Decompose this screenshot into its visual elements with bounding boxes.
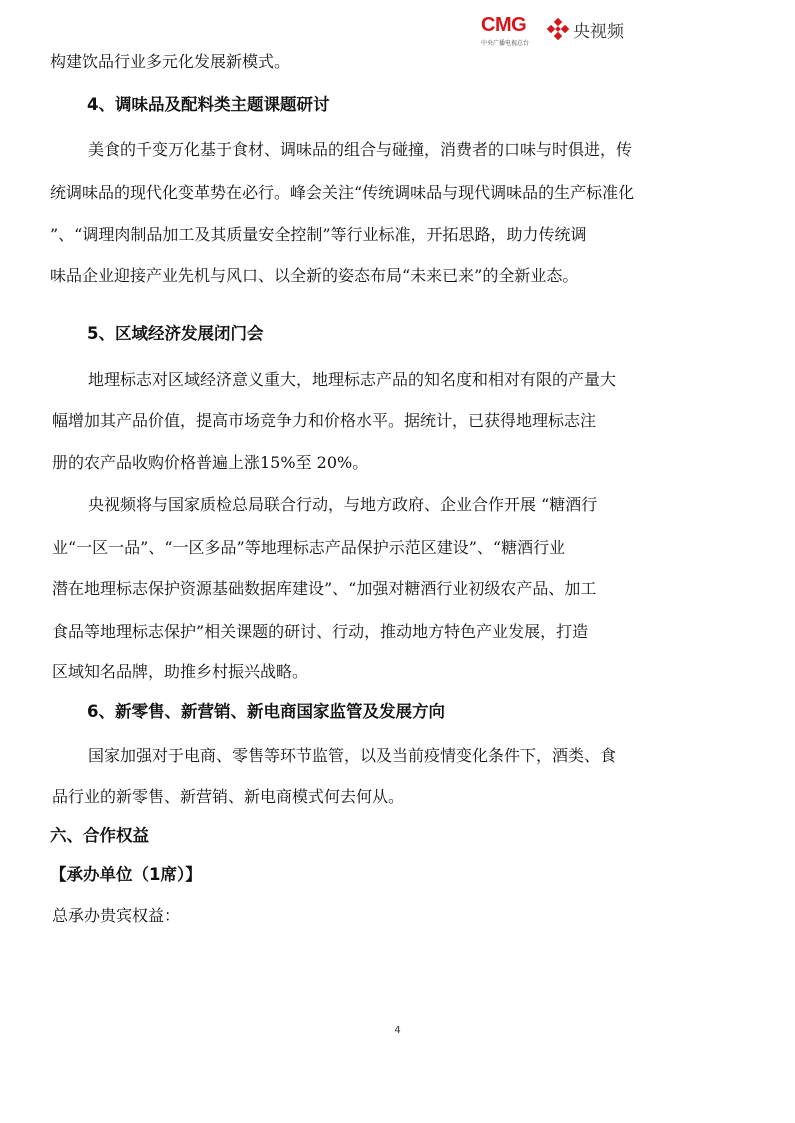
chapter-heading: 六、合作权益	[50, 826, 149, 845]
paragraph-line: 味品企业迎接产业先机与风口、以全新的姿态布局“未来已来”的全新业态。	[50, 266, 579, 285]
paragraph-line: 地理标志对区域经济意义重大，地理标志产品的知名度和相对有限的产量大	[88, 370, 617, 389]
section-heading-5: 5、区域经济发展闭门会	[87, 324, 264, 343]
paragraph-line: 美食的千变万化基于食材、调味品的组合与碰撞，消费者的口味与时俱进，传	[88, 140, 633, 159]
sub-heading: 【承办单位（1席）】	[50, 865, 202, 884]
paragraph-line: 国家加强对于电商、零售等环节监管，以及当前疫情变化条件下，酒类、食	[88, 746, 617, 765]
paragraph-line: 食品等地理标志保护”相关课题的研讨、行动，推动地方特色产业发展，打造	[52, 622, 589, 641]
paragraph-line: 构建饮品行业多元化发展新模式。	[50, 52, 291, 71]
paragraph-line: 央视频将与国家质检总局联合行动，与地方政府、企业合作开展 “糖酒行	[88, 495, 598, 514]
section-heading-4: 4、调味品及配料类主题课题研讨	[87, 95, 330, 114]
page-number: 4	[394, 1025, 401, 1036]
brand-logo-text: 央视频	[573, 22, 624, 42]
paragraph-line: 品行业的新零售、新营销、新电商模式何去何从。	[52, 787, 405, 806]
paragraph-line: 业“一区一品”、“一区多品”等地理标志产品保护示范区建设”、“糖酒行业	[52, 538, 566, 557]
cctv-logo-icon	[547, 18, 569, 40]
paragraph-line: 统调味品的现代化变革势在必行。峰会关注“传统调味品与现代调味品的生产标准化	[50, 183, 635, 202]
paragraph-line: 册的农产品收购价格普遍上涨15%至 20%。	[52, 453, 369, 472]
cmg-logo-text: CMG	[481, 14, 527, 36]
section-heading-6: 6、新零售、新营销、新电商国家监管及发展方向	[87, 702, 445, 721]
header-logo	[481, 14, 661, 50]
paragraph-line: 幅增加其产品价值，提高市场竞争力和价格水平。据统计，已获得地理标志注	[52, 411, 597, 430]
paragraph-line: 总承办贵宾权益：	[52, 906, 181, 925]
paragraph-line: 潜在地理标志保护资源基础数据库建设”、“加强对糖酒行业初级农产品、加工	[52, 579, 597, 598]
cmg-logo-subtitle: 中央广播电视总台	[481, 40, 530, 47]
paragraph-line: 区域知名品牌，助推乡村振兴战略。	[52, 662, 309, 681]
paragraph-line: ”、“调理肉制品加工及其质量安全控制”等行业标准，开拓思路，助力传统调	[50, 225, 587, 244]
